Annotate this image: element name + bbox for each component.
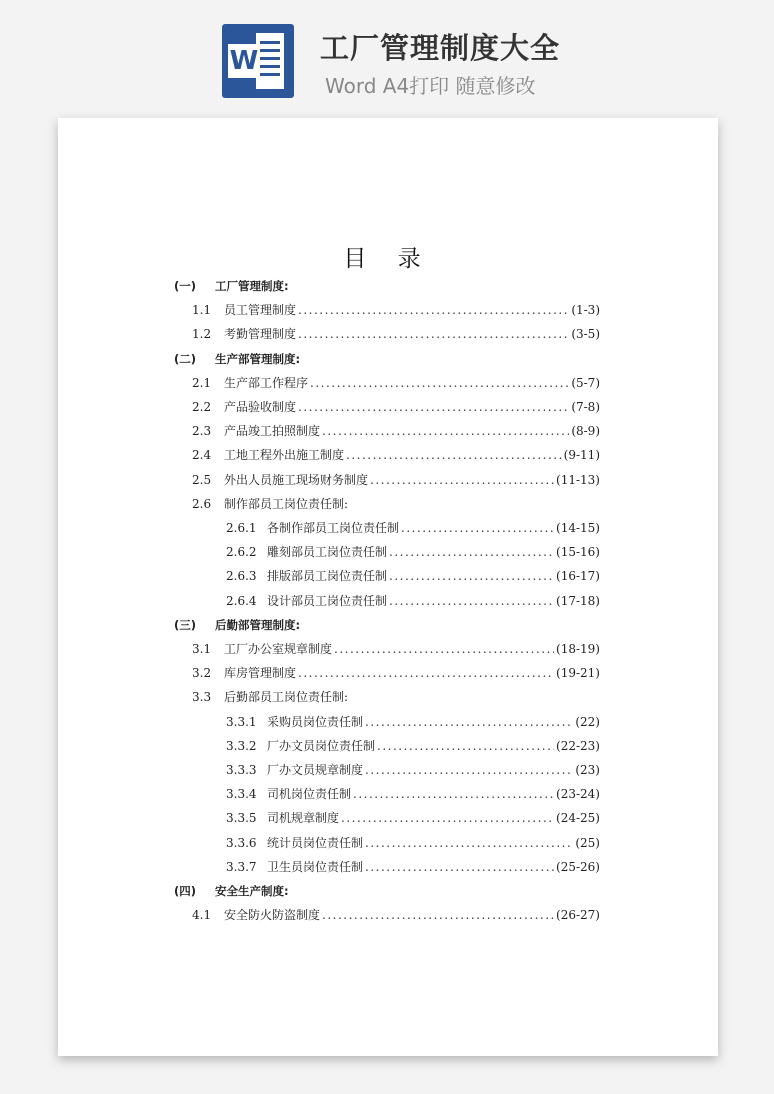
toc-entry	[226, 762, 600, 778]
toc-page-range: (9-11)	[563, 448, 600, 463]
toc-section	[174, 883, 600, 899]
toc-entry	[192, 399, 600, 415]
toc-text: 厂办文员规章制度	[267, 763, 364, 777]
toc-page-range: (23-24)	[556, 787, 600, 802]
word-icon-letter: W	[229, 46, 259, 76]
toc-entry	[226, 544, 600, 560]
toc-number: 2.4	[192, 448, 212, 463]
toc-number: 4.1	[192, 908, 212, 923]
toc-leader	[322, 907, 554, 923]
toc-leader	[322, 423, 569, 439]
toc-text: 产品验收制度	[224, 400, 297, 414]
toc-text: 生产部管理制度:	[215, 351, 301, 366]
toc-leader	[377, 738, 554, 754]
toc-text: 安全生产制度:	[215, 884, 289, 898]
toc-section	[174, 351, 600, 367]
toc-leader	[389, 544, 554, 560]
toc-entry	[192, 689, 600, 705]
toc-number: 2.3	[192, 424, 212, 439]
toc-leader	[365, 859, 554, 875]
header-banner	[0, 0, 774, 110]
toc-number: 3.3.3	[226, 763, 257, 777]
toc-page-range: (22-23)	[556, 738, 600, 753]
toc-page-range: (26-27)	[556, 908, 600, 923]
toc-text: 工厂办公室规章制度	[224, 642, 333, 656]
toc-number: (一)	[174, 279, 197, 293]
toc-number: 2.6	[192, 496, 212, 511]
toc-page-range: (22)	[575, 714, 600, 729]
toc-leader	[298, 399, 569, 415]
toc-page-range: (24-25)	[556, 811, 600, 826]
toc-number: 1.2	[192, 327, 212, 342]
toc-text: 司机规章制度	[267, 811, 340, 826]
word-icon	[222, 24, 294, 98]
toc-page-range: (3-5)	[571, 327, 600, 342]
toc-page-range: (7-8)	[571, 400, 600, 414]
toc-entry	[192, 907, 600, 923]
toc-number: 2.6.3	[226, 569, 257, 584]
toc-entry	[192, 302, 600, 318]
document-page	[58, 118, 718, 1056]
toc-text: 司机岗位责任制	[267, 787, 352, 802]
toc-number: (三)	[174, 617, 197, 632]
toc-text: 产品竣工拍照制度	[224, 424, 321, 439]
toc-text: 统计员岗位责任制	[267, 835, 364, 850]
toc-text: 考勤管理制度	[224, 327, 297, 342]
toc-entry	[226, 859, 600, 875]
toc-number: 2.5	[192, 472, 212, 487]
toc-entry	[192, 472, 600, 488]
toc-text: 安全防火防盗制度	[224, 908, 321, 923]
toc-number: 3.3.6	[226, 835, 257, 850]
toc-leader	[365, 714, 573, 730]
toc-entry	[226, 738, 600, 754]
toc-text: 制作部员工岗位责任制:	[224, 496, 349, 511]
toc-number: 3.3.1	[226, 714, 257, 729]
toc-entry	[226, 593, 600, 609]
toc-entry	[226, 810, 600, 826]
toc-page-range: (5-7)	[571, 375, 600, 390]
toc-text: 员工管理制度	[224, 303, 297, 318]
toc-text: 工地工程外出施工制度	[224, 448, 345, 463]
toc-page-range: (1-3)	[571, 303, 600, 318]
toc-number: 2.6.1	[226, 521, 257, 535]
toc-text: 设计部员工岗位责任制	[267, 593, 388, 608]
toc-page-range: (14-15)	[556, 521, 600, 535]
toc-page-range: (23)	[575, 763, 600, 777]
toc-section	[174, 278, 600, 294]
toc-leader	[341, 810, 554, 826]
toc-text: 卫生员岗位责任制	[267, 859, 364, 874]
toc-leader	[298, 665, 554, 681]
toc-page-range: (18-19)	[556, 642, 600, 656]
toc-text: 外出人员施工现场财务制度	[224, 472, 369, 487]
toc-entry	[192, 326, 600, 342]
toc-page-range: (16-17)	[556, 569, 600, 584]
toc-text: 采购员岗位责任制	[267, 714, 364, 729]
toc-number: 3.1	[192, 642, 212, 656]
toc-number: 3.3.5	[226, 811, 257, 826]
toc-leader	[365, 762, 573, 778]
toc-entry	[226, 520, 600, 536]
toc-entry	[192, 496, 600, 512]
toc-leader	[346, 447, 562, 463]
word-icon-page	[256, 33, 284, 89]
toc-entry	[192, 375, 600, 391]
toc-leader	[401, 520, 554, 536]
toc-text: 生产部工作程序	[224, 375, 309, 390]
toc-page-range: (25)	[575, 835, 600, 850]
toc-leader	[365, 835, 573, 851]
toc-entry	[192, 665, 600, 681]
toc-number: 3.3.2	[226, 738, 257, 753]
toc-page-range: (17-18)	[556, 593, 600, 608]
toc-leader	[298, 326, 569, 342]
toc-number: 3.3.4	[226, 787, 257, 802]
toc-leader	[389, 593, 554, 609]
toc-title: 目 录	[343, 246, 433, 272]
toc-text: 各制作部员工岗位责任制	[267, 521, 400, 535]
toc-number: 1.1	[192, 303, 212, 318]
toc-number: 2.6.2	[226, 545, 257, 560]
toc-page-range: (11-13)	[556, 472, 600, 487]
toc-entry	[192, 423, 600, 439]
toc-text: 后勤部员工岗位责任制:	[224, 690, 349, 705]
toc-leader	[298, 302, 569, 318]
toc-entry	[226, 714, 600, 730]
toc-entry	[192, 447, 600, 463]
toc-text: 雕刻部员工岗位责任制	[267, 545, 388, 560]
toc-text: 库房管理制度	[224, 666, 297, 681]
toc-page-range: (19-21)	[556, 666, 600, 681]
toc-leader	[310, 375, 569, 391]
banner-subtitle: Word A4打印 随意修改	[325, 74, 536, 98]
toc-entry	[192, 641, 600, 657]
toc-page-range: (25-26)	[556, 859, 600, 874]
toc-text: 厂办文员岗位责任制	[267, 738, 376, 753]
toc-number: 3.3.7	[226, 859, 257, 874]
toc-entry	[226, 835, 600, 851]
toc-number: 2.2	[192, 400, 212, 414]
toc-leader	[334, 641, 554, 657]
toc-number: 2.1	[192, 375, 212, 390]
toc-number: 3.2	[192, 666, 212, 681]
toc-text: 后勤部管理制度:	[215, 617, 301, 632]
toc-leader	[389, 568, 554, 584]
toc-page-range: (8-9)	[571, 424, 600, 439]
toc-number: 3.3	[192, 690, 212, 705]
toc-entry	[226, 568, 600, 584]
toc-number: (二)	[174, 351, 197, 366]
toc-leader	[370, 472, 554, 488]
toc-page-range: (15-16)	[556, 545, 600, 560]
toc-number: 2.6.4	[226, 593, 257, 608]
toc-text: 排版部员工岗位责任制	[267, 569, 388, 584]
toc-number: (四)	[174, 884, 197, 898]
toc-section	[174, 617, 600, 633]
banner-title: 工厂管理制度大全	[320, 31, 561, 65]
toc-leader	[353, 786, 554, 802]
toc-entry	[226, 786, 600, 802]
toc-text: 工厂管理制度:	[215, 279, 289, 293]
